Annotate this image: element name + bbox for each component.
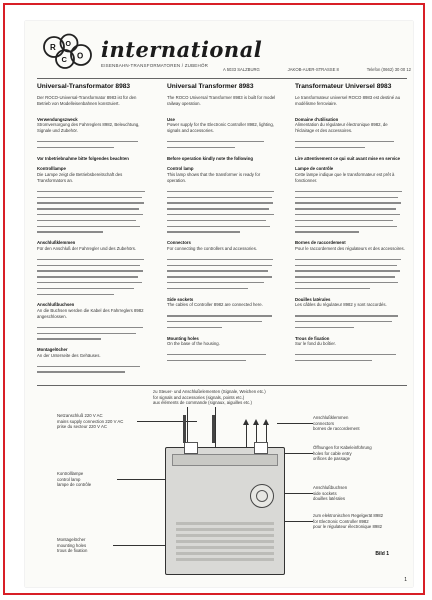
cable-icon [212, 415, 215, 443]
diagram-label-connectors [313, 415, 407, 432]
column-intro: The ROCO Universal Transformer 8983 is built for model railway operation. [167, 95, 276, 106]
label-text: Montagelöcher [57, 537, 86, 542]
terminal-strip [172, 454, 278, 466]
label-text: side sockets [313, 490, 337, 496]
column-title: Transformateur Universel 8983 [295, 83, 392, 90]
page-frame [3, 3, 425, 595]
label-text: douilles latérales [313, 496, 346, 501]
diagram-divider [37, 385, 407, 386]
section-text: This lamp shows that the transformer is ready for operation. [167, 172, 261, 183]
ventilation-slots [176, 522, 274, 562]
address-line [223, 67, 411, 72]
label-text: Anschlußbuchsen [313, 485, 348, 490]
label-text: holes for cable entry [313, 450, 352, 456]
section-text: An der Unterseite des Gehäuses. [37, 352, 101, 358]
diagram-label-controller [313, 513, 407, 530]
label-text: orifices de passage [313, 456, 351, 461]
section-text: Alimentation du régulateur électronique 8982, de l'éclairage et des accessoires. [295, 122, 388, 134]
section-text: Cette lampe indique que le transformateur est prêt à fonctionner. [295, 172, 395, 183]
section-heading: Side sockets [167, 296, 194, 302]
section-text: For connecting the controllers and accessories. [167, 245, 258, 251]
page-number: 1 [404, 577, 407, 583]
section-heading: Bornes de raccordement [295, 240, 346, 246]
label-text: aux éléments de commande (signaux, aiguilles etc.) [153, 400, 252, 405]
section-heading: Control lamp [167, 166, 194, 172]
label-text: zum elektronischen Regelgerät 8982 [313, 513, 383, 518]
brand-name: international [101, 37, 263, 62]
document-page [25, 21, 413, 587]
label-text: pour le régulateur électronique 8982 [313, 524, 383, 529]
section-heading: Verwendungszweck [37, 116, 78, 122]
section-heading: Kontrolllampe [37, 166, 66, 172]
label-text: lampe de contrôle [57, 482, 92, 487]
header-divider [37, 78, 407, 79]
brand-subtitle: EISENBAHN-TRANSFORMATOREN / ZUBEHÖR [101, 63, 209, 68]
column-german [37, 83, 147, 375]
section-text: Stromversorgung des Fahrreglers 8982, Beleuchtung, Signale und Zubehör. [37, 122, 140, 134]
section-text: Pour le raccordement des régulateurs et des accessoires. [295, 245, 405, 251]
roco-logo-icon [39, 33, 99, 73]
diagram-label-sockets [313, 485, 407, 502]
section-heading: Vor Inbetriebnahme bitte folgendes beachten [37, 155, 129, 161]
label-text: zu Steuer- und Anschlußelementen (Signale, Weichen etc.) [153, 389, 266, 394]
figure-label: Bild 1 [375, 551, 389, 557]
section-text: Power supply for the Electronic Controller 8982, lighting, signals and accessories. [167, 122, 275, 134]
section-heading: Before operation kindly note the following [167, 155, 253, 161]
column-intro: Der ROCO-Universal-Transformator 8983 ist für den Betrieb von Modelleisenbahnen konstruiert. [37, 95, 137, 106]
label-text: trous de fixation [57, 548, 88, 553]
diagram-label-top [153, 389, 353, 406]
logo-letter: O [77, 51, 84, 61]
terminal-icon [254, 442, 268, 454]
label-text: for signals and accessories (signals, points etc.) [153, 394, 245, 400]
section-text: Für den Anschluß der Fahrregler und des Zubehörs. [37, 245, 137, 251]
column-intro: Le transformateur universel ROCO 8983 est destiné au modélisme ferroviaire. [295, 95, 401, 106]
logo-letter: R [50, 43, 56, 52]
section-text: On the base of the housing. [167, 341, 220, 347]
label-text: for Electronic Controller 8982 [313, 518, 369, 524]
section-heading: Domaine d'utilisation [295, 116, 339, 122]
section-heading: Anschlußbuchsen [37, 302, 75, 308]
column-title: Universal Transformer 8983 [167, 83, 254, 90]
label-text: mounting holes [57, 542, 87, 548]
column-french [295, 83, 405, 364]
terminal-icon [184, 442, 198, 454]
label-text: control lamp [57, 476, 81, 482]
section-heading: Montagelöcher [37, 347, 68, 353]
label-text: Kontrolllampe [57, 471, 84, 476]
address-street: JAKOB-AUER-STRASSE 8 [287, 67, 339, 72]
section-heading: Use [167, 116, 175, 122]
address-phone: Telefon (0662) 30 00 12 [366, 67, 411, 72]
transformer-diagram [37, 387, 407, 581]
section-text: The cables of Controller 8982 are connected here. [167, 302, 263, 308]
logo-letter: C [61, 55, 67, 64]
section-text: An die Buchsen werden die Kabel des Fahrreglers 8982 angeschlossen. [37, 308, 144, 319]
label-text: mains supply connection 220 V AC [57, 418, 124, 424]
section-heading: Douilles latérales [295, 296, 331, 302]
roco-logo-icon [250, 484, 274, 508]
section-heading: Trous de fixation [295, 335, 330, 341]
label-text: connectors [313, 420, 335, 426]
label-text: prise du secteur 220 V AC [57, 424, 107, 429]
section-heading: Lampe de contrôle [295, 166, 334, 172]
label-text: Anschlußklemmen [313, 415, 349, 420]
cable-icon [183, 415, 186, 443]
section-heading: Lire attentivement ce qui suit avant mise en service [295, 155, 401, 161]
column-english [167, 83, 277, 364]
diagram-label-mains [57, 413, 149, 430]
section-heading: Mounting holes [167, 335, 199, 341]
address-city: A 5033 SALZBURG [223, 67, 260, 72]
label-text: Öffnungen für Kabeleinführung [313, 445, 372, 450]
logo-letter: O [65, 41, 71, 48]
section-heading: Anschlußklemmen [37, 240, 76, 246]
column-title: Universal-Transformator 8983 [37, 83, 131, 90]
section-text: Die Lampe zeigt die Betriebsbereitschaft des Transformators an. [37, 172, 123, 183]
label-text: Netzanschluß 220 V AC [57, 413, 103, 418]
label-text: bornes de raccordement [313, 426, 360, 431]
transformer-housing [165, 447, 285, 575]
section-text: Sur le fond du boîtier. [295, 341, 336, 347]
section-text: Les câbles du régulateur 8982 y sont raccordés. [295, 302, 387, 308]
section-heading: Connectors [167, 240, 191, 246]
diagram-label-cable-entry [313, 445, 407, 462]
